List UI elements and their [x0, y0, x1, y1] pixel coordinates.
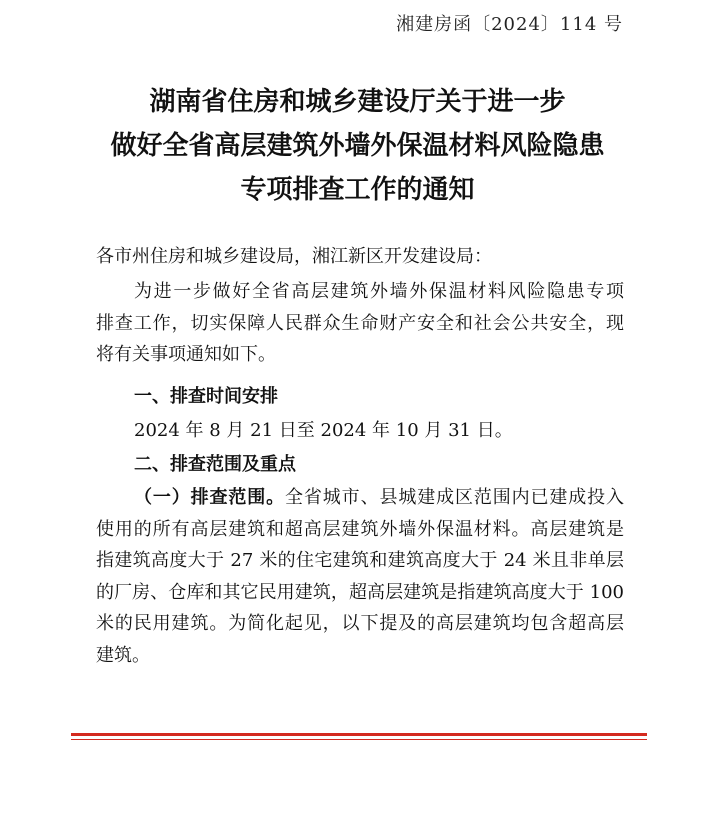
- section-heading-schedule: 一、排查时间安排: [134, 386, 278, 407]
- title-line-3: 专项排查工作的通知: [240, 175, 475, 205]
- scope-line-5: 米的民用建筑。为简化起见，以下提及的高层建筑均包含超高层: [96, 613, 624, 634]
- addressee-text: 各市州住房和城乡建设局，湘江新区开发建设局：: [96, 246, 492, 267]
- scope-paragraph: [96, 482, 624, 671]
- intro-line-1: 为进一步做好全省高层建筑外墙外保温材料风险隐患专项: [134, 281, 624, 302]
- red-divider-thin: [71, 739, 647, 740]
- section-heading-scope: 二、排查范围及重点: [134, 454, 296, 475]
- scope-line-3: 指建筑高度大于 27 米的住宅建筑和建筑高度大于 24 米且非单层: [96, 550, 624, 571]
- intro-paragraph: [96, 276, 624, 371]
- scope-line-6: 建筑。: [96, 644, 150, 666]
- scope-line-1: [96, 482, 624, 514]
- document-title: [0, 80, 715, 212]
- red-divider-thick: [71, 733, 647, 736]
- scope-label: （一）排查范围。: [134, 487, 286, 508]
- addressee: [96, 241, 624, 273]
- intro-line-2: 排查工作，切实保障人民群众生命财产安全和社会公共安全，现: [96, 312, 624, 334]
- title-line-2: 做好全省高层建筑外墙外保温材料风险隐患: [110, 131, 605, 161]
- scope-line-2: 使用的所有高层建筑和超高层建筑外墙外保温材料。高层建筑是: [96, 518, 624, 540]
- schedule-date-range: 2024 年 8 月 21 日至 2024 年 10 月 31 日。: [134, 420, 513, 441]
- intro-line-3: 将有关事项通知如下。: [96, 344, 276, 365]
- scope-line-1-text: 全省城市、县城建成区范围内已建成投入: [285, 487, 625, 508]
- title-line-1: 湖南省住房和城乡建设厅关于进一步: [149, 87, 566, 117]
- scope-line-4: 的厂房、仓库和其它民用建筑，超高层建筑是指建筑高度大于 100: [96, 581, 624, 603]
- document-number: 湘建房函〔2024〕114 号: [396, 14, 623, 35]
